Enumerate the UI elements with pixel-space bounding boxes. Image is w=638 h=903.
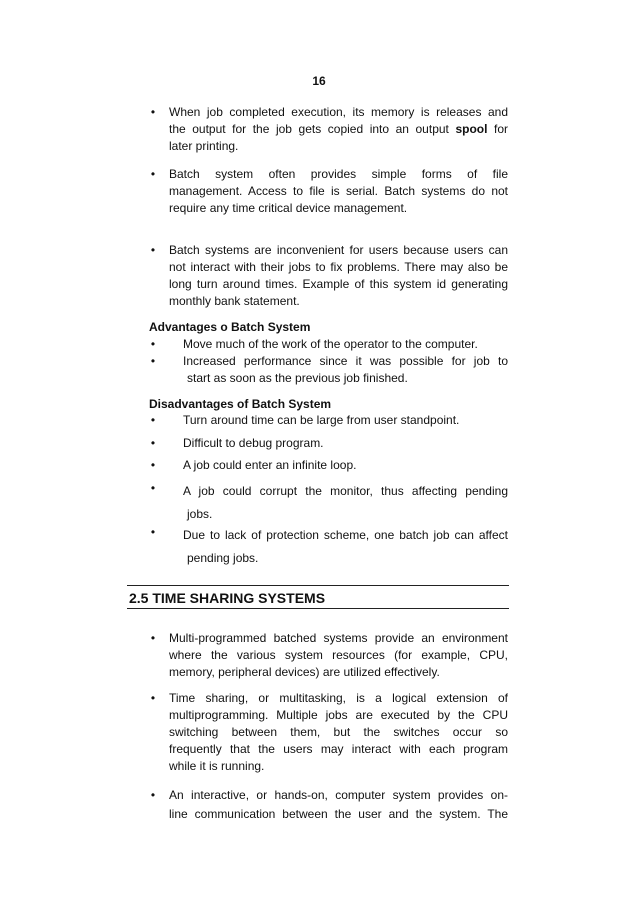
text-line: When job completed execution, its memory is releases and [169, 105, 508, 119]
list-item [183, 353, 508, 387]
list-item [169, 242, 508, 310]
bullet-icon: • [150, 354, 156, 368]
list-item [183, 336, 508, 353]
text-line: where the various system resources (for example, CPU, [169, 648, 508, 662]
bullet-icon: • [150, 243, 156, 257]
bullet-icon: • [150, 436, 156, 450]
text-line: later printing. [169, 139, 239, 153]
text-line: frequently that the users may interact with each program [169, 742, 508, 756]
text-line: start as soon as the previous job finished. [187, 371, 408, 385]
bullet-icon: • [150, 691, 156, 705]
text-line: Increased performance since it was possible for job to [183, 354, 508, 368]
text-line: jobs. [187, 507, 213, 521]
text-line: multiprogramming. Multiple jobs are executed by the CPU [169, 708, 508, 722]
text-line: Due to lack of protection scheme, one batch job can affect [183, 528, 508, 542]
section-title: 2.5 TIME SHARING SYSTEMS [129, 590, 326, 606]
list-item [169, 786, 508, 824]
text-line: pending jobs. [187, 551, 259, 565]
text-line: A job could corrupt the monitor, thus affecting pending [183, 484, 508, 498]
text-line: line communication between the user and the system. The [169, 807, 508, 821]
bullet-icon: • [150, 788, 156, 802]
bullet-icon: • [150, 481, 156, 495]
text-line: management. Access to file is serial. Batch systems do not [169, 184, 508, 198]
text-line: An interactive, or hands-on, computer system provides on- [169, 788, 508, 802]
list-item [183, 457, 508, 474]
bullet-icon: • [150, 337, 156, 351]
bullet-icon: • [150, 413, 156, 427]
text-line: Time sharing, or multitasking, is a logical extension of [169, 691, 508, 705]
section-bottom-rule [127, 608, 509, 609]
text-line: A job could enter an infinite loop. [183, 458, 357, 472]
text-line: the output for the job gets copied into an output spool for [169, 122, 508, 136]
bullet-icon: • [150, 458, 156, 472]
text-line: Turn around time can be large from user standpoint. [183, 413, 460, 427]
text-line: switching between them, but the switches occur so [169, 725, 508, 739]
list-item [169, 166, 508, 217]
list-item [183, 435, 508, 452]
text-line: not interact with their jobs to fix problems. There may also be [169, 260, 508, 274]
list-item [183, 412, 508, 429]
text-line: long turn around times. Example of this system id generating [169, 277, 508, 291]
bullet-icon: • [150, 167, 156, 181]
text-line: memory, peripheral devices) are utilized effectively. [169, 665, 440, 679]
list-item [183, 524, 508, 570]
bullet-icon: • [150, 631, 156, 645]
page-number: 16 [312, 74, 326, 88]
list-item [183, 480, 508, 526]
text-line: require any time critical device management. [169, 201, 408, 215]
list-item [169, 690, 508, 775]
advantages-heading: Advantages o Batch System [149, 320, 311, 334]
list-item [169, 104, 508, 155]
text-line: Move much of the work of the operator to the computer. [183, 337, 478, 351]
bullet-icon: • [150, 525, 156, 539]
list-item [169, 630, 508, 681]
text-line: Multi-programmed batched systems provide an environment [169, 631, 508, 645]
disadvantages-heading: Disadvantages of Batch System [149, 397, 332, 411]
section-top-rule [127, 585, 509, 586]
bold-term: spool [455, 122, 488, 136]
text-line: Difficult to debug program. [183, 436, 324, 450]
text-line: Batch systems are inconvenient for users because users can [169, 243, 508, 257]
bullet-icon: • [150, 105, 156, 119]
text-line: Batch system often provides simple forms of file [169, 167, 508, 181]
text-line: monthly bank statement. [169, 294, 300, 308]
text-line: while it is running. [169, 759, 265, 773]
